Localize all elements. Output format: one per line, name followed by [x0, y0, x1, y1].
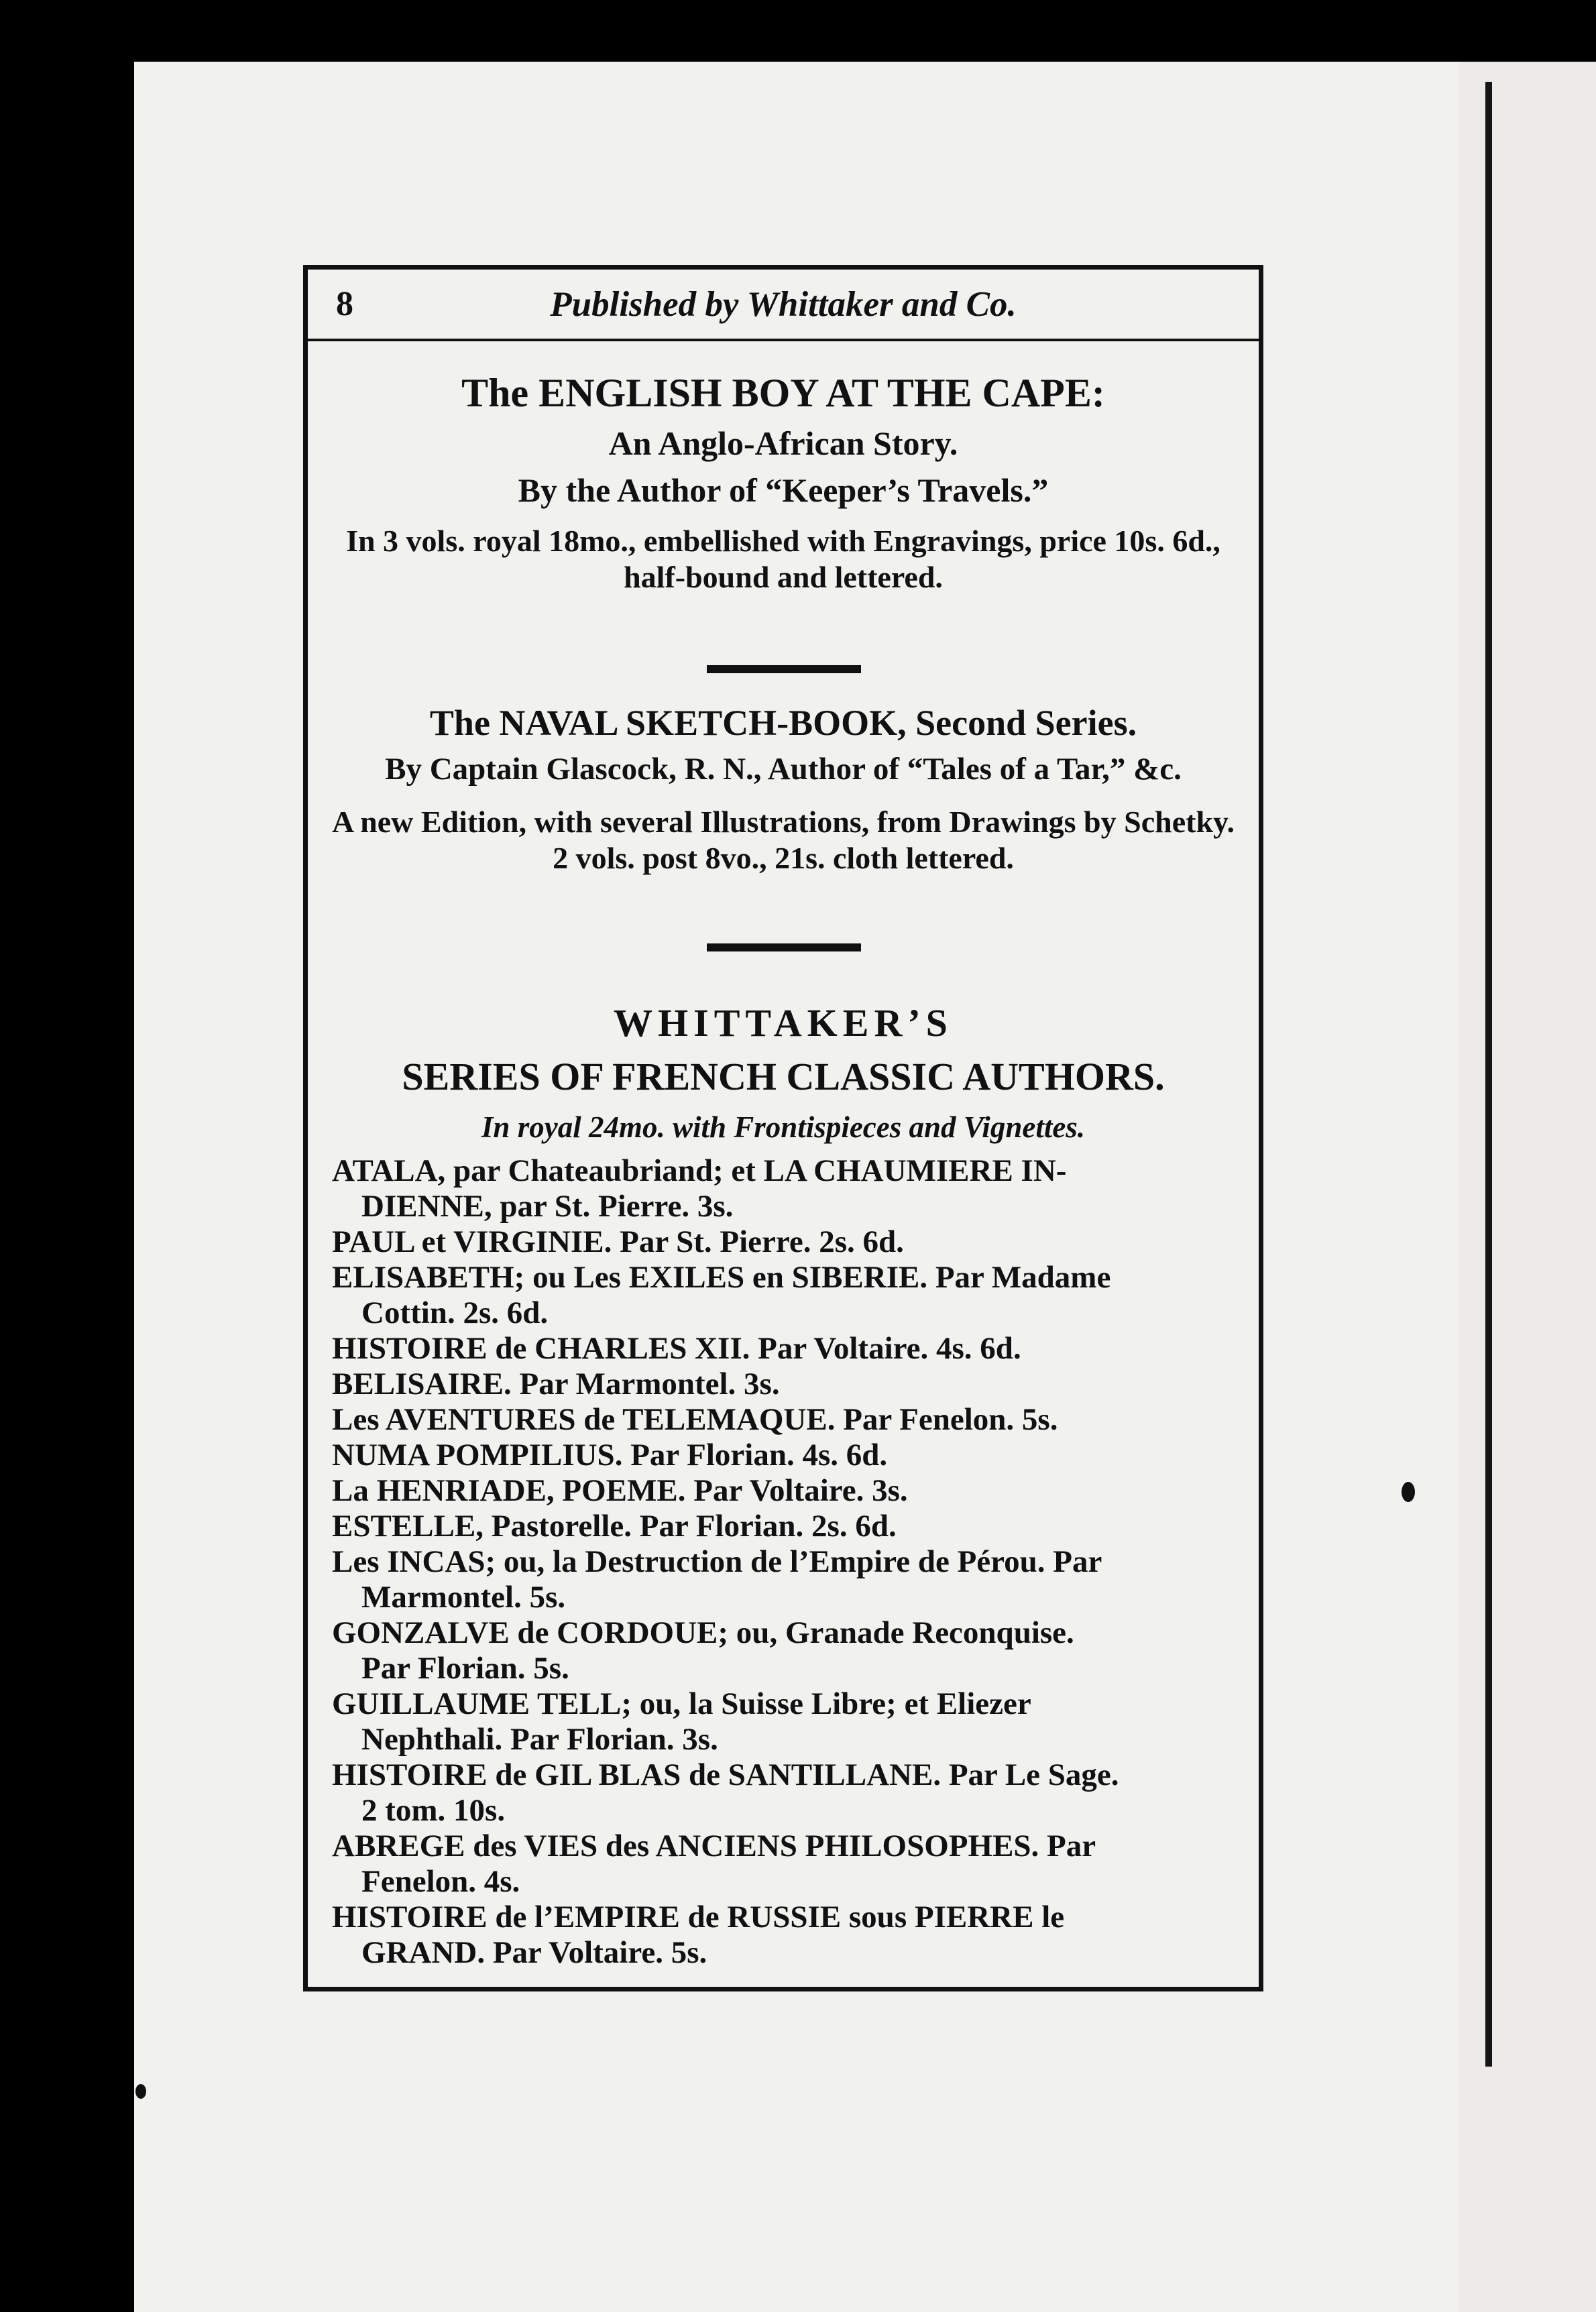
book-author: By Captain Glascock, R. N., Author of “Tales of a Tar,” &c. [385, 752, 1182, 787]
book-description: A new Edition, with several Illustrations, from Drawings by Schetky. 2 vols. post 8vo., 21s. cloth lettered. [331, 805, 1235, 875]
book-subtitle: An Anglo-African Story. [608, 424, 958, 462]
series-format: In royal 24mo. with Frontispieces and Vignettes. [481, 1110, 1086, 1144]
entry-title: BELISAIRE. Par Marmontel. 3s. [332, 1367, 780, 1401]
entry-continuation: Marmontel. 5s. [361, 1580, 566, 1615]
list-item [332, 1438, 1239, 1473]
running-title: Published by Whittaker and Co. [550, 285, 1017, 324]
entry-title: La HENRIADE, POEME. Par Voltaire. 3s. [332, 1473, 908, 1508]
entry-title: Les INCAS; ou, la Destruction de l’Empire de Pérou. Par [332, 1544, 1102, 1579]
entry-title: GUILLAUME TELL; ou, la Suisse Libre; et Eliezer [332, 1686, 1031, 1721]
page-header [308, 270, 1259, 341]
entry-continuation: Cottin. 2s. 6d. [361, 1295, 549, 1330]
facing-page-edge [1459, 62, 1596, 2312]
series-entry-list [332, 1153, 1239, 1971]
list-item [332, 1686, 1239, 1757]
list-item [332, 1544, 1239, 1615]
book-author: By the Author of “Keeper’s Travels.” [518, 471, 1049, 509]
facing-page-rule [1485, 82, 1492, 2067]
page-frame [303, 265, 1263, 1991]
entry-title: Les AVENTURES de TELEMAQUE. Par Fenelon. 5s. [332, 1402, 1058, 1437]
entry-title: HISTOIRE de GIL BLAS de SANTILLANE. Par Le Sage. [332, 1757, 1119, 1792]
list-item [332, 1829, 1239, 1900]
list-item [332, 1367, 1239, 1402]
list-item [332, 1153, 1239, 1224]
book-title: The NAVAL SKETCH-BOOK, Second Series. [429, 703, 1137, 743]
entry-title: HISTOIRE de CHARLES XII. Par Voltaire. 4s. 6d. [332, 1331, 1021, 1366]
ink-spot [1402, 1482, 1415, 1502]
section-divider [707, 665, 861, 673]
list-item [332, 1473, 1239, 1509]
book-description: In 3 vols. royal 18mo., embellished with Engravings, price 10s. 6d., half-bound and lettered. [346, 524, 1220, 594]
section-divider [707, 943, 861, 951]
entry-continuation: Nephthali. Par Florian. 3s. [361, 1722, 718, 1757]
entry-title: HISTOIRE de l’EMPIRE de RUSSIE sous PIERRE le [332, 1900, 1065, 1934]
entry-title: ABREGE des VIES des ANCIENS PHILOSOPHES. Par [332, 1829, 1096, 1863]
entry-continuation: 2 tom. 10s. [361, 1793, 506, 1828]
list-item [332, 1224, 1239, 1260]
series-title: WHITTAKER’S [614, 1001, 953, 1045]
entry-continuation: GRAND. Par Voltaire. 5s. [361, 1935, 707, 1970]
list-item [332, 1757, 1239, 1829]
list-item [332, 1331, 1239, 1367]
entry-continuation: Fenelon. 4s. [361, 1864, 520, 1899]
list-item [332, 1509, 1239, 1544]
entry-title: NUMA POMPILIUS. Par Florian. 4s. 6d. [332, 1438, 888, 1472]
list-item [332, 1260, 1239, 1331]
entry-title: ESTELLE, Pastorelle. Par Florian. 2s. 6d. [332, 1509, 897, 1544]
list-item [332, 1615, 1239, 1686]
series-subtitle: SERIES OF FRENCH CLASSIC AUTHORS. [402, 1055, 1165, 1098]
entry-title: GONZALVE de CORDOUE; ou, Granade Reconquise. [332, 1615, 1074, 1650]
entry-title: ELISABETH; ou Les EXILES en SIBERIE. Par Madame [332, 1260, 1111, 1295]
book-title: The ENGLISH BOY AT THE CAPE: [461, 371, 1105, 415]
entry-continuation: Par Florian. 5s. [361, 1651, 569, 1686]
ink-spot [135, 2084, 146, 2099]
list-item [332, 1900, 1239, 1971]
entry-title: ATALA, par Chateaubriand; et LA CHAUMIERE IN- [332, 1153, 1067, 1188]
entry-title: PAUL et VIRGINIE. Par St. Pierre. 2s. 6d. [332, 1224, 904, 1259]
list-item [332, 1402, 1239, 1438]
page-number: 8 [336, 285, 353, 323]
entry-continuation: DIENNE, par St. Pierre. 3s. [361, 1189, 734, 1224]
